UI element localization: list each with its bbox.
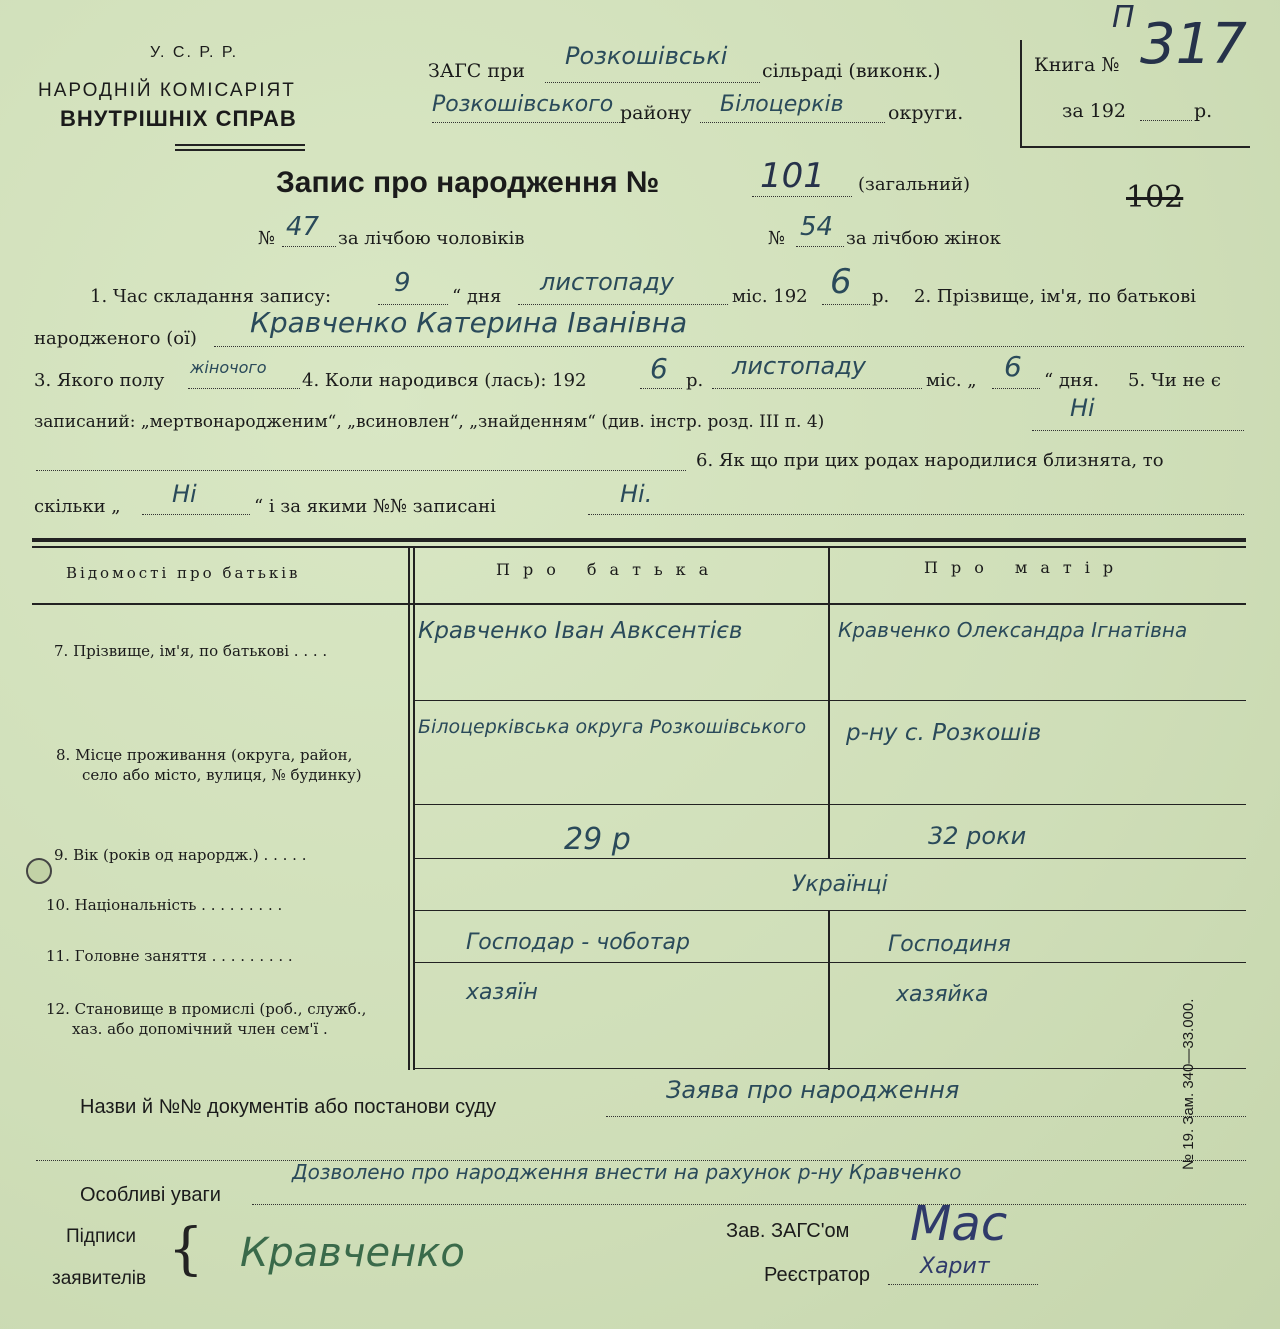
- registrar-line: [888, 1284, 1038, 1285]
- f1-year-value: 6: [830, 262, 852, 302]
- f4-day-line: [992, 388, 1040, 389]
- f5-value: Ні: [1070, 394, 1095, 422]
- sign-label-2: заявителів: [52, 1268, 147, 1289]
- raion-value: Розкошівського: [432, 92, 614, 117]
- row-7-label: 7. Прізвище, ім'я, по батькові . . . .: [54, 642, 328, 660]
- record-general: (загальний): [858, 174, 970, 195]
- row-10-father: Українці: [792, 872, 888, 897]
- row-11-father: Господар - чоботар: [466, 930, 690, 955]
- f5-label-b: записаний: „мертвонародженим“, „всиновлен“, „знайденням“ (див. інстр. розд. III п. 4): [34, 412, 825, 432]
- okruh-line: [700, 122, 885, 123]
- f4-r: р.: [686, 370, 704, 391]
- applicant-signature: Кравченко: [240, 1230, 465, 1276]
- f1-month-value: листопаду: [540, 268, 674, 296]
- header-underline-2: [175, 149, 305, 151]
- table-header-rule: [32, 603, 1246, 605]
- registrar-signature: Харит: [920, 1254, 990, 1279]
- raion-label: району: [620, 102, 692, 124]
- f4-year-value: 6: [650, 352, 668, 385]
- f3-line: [188, 388, 300, 389]
- commissariat-line1: НАРОДНІЙ КОМІСАРІЯТ: [38, 80, 296, 101]
- record-number: 101: [760, 156, 825, 196]
- side-print: № 19. Зам. 340—33.000.: [1180, 998, 1197, 1170]
- row-10-label: 10. Національність . . . . . . . . .: [46, 896, 283, 914]
- raion-line: [432, 122, 620, 123]
- f1-day-line: [378, 304, 448, 305]
- f4-day-value: 6: [1004, 350, 1022, 383]
- commissariat-line2: ВНУТРІШНІХ СПРАВ: [60, 106, 297, 131]
- sign-label-1: Підписи: [66, 1226, 136, 1247]
- row-line-7: [414, 700, 1246, 701]
- f5-line: [1032, 430, 1244, 431]
- notes-line: [252, 1204, 1246, 1205]
- row-7-mother: Кравченко Олександра Ігнатівна: [838, 618, 1188, 642]
- book-label: Книга №: [1034, 54, 1120, 76]
- row-12-father: хазяїн: [466, 980, 538, 1005]
- head-label: Зав. ЗАГС'ом: [726, 1220, 850, 1242]
- zags-village-value: Розкошівські: [565, 42, 728, 70]
- f1-year-label: міс. 192: [732, 286, 808, 307]
- row-7-father: Кравченко Іван Авксентієв: [418, 618, 743, 644]
- crossed-number: 102: [1126, 180, 1184, 215]
- f6-line: [142, 514, 250, 515]
- f1-day-label: “ дня: [452, 286, 502, 307]
- row-9-mother: 32 роки: [928, 822, 1027, 850]
- female-no-value: 54: [800, 212, 834, 242]
- f1-day-value: 9: [394, 268, 411, 298]
- zags-village-line: [545, 82, 760, 83]
- punch-hole: [26, 858, 52, 884]
- book-prefix: П: [1112, 0, 1135, 35]
- table-col-divider-2: [828, 546, 830, 858]
- f4-month-value: листопаду: [732, 352, 866, 380]
- f6-value2: Ні.: [620, 480, 653, 508]
- female-no-label: №: [768, 228, 786, 249]
- table-header-info: Відомості про батьків: [66, 564, 301, 582]
- row-9-father: 29 р: [564, 822, 631, 857]
- docs-label: Назви й №№ документів або постанови суду: [80, 1096, 497, 1118]
- male-no-value: 47: [286, 212, 320, 242]
- f4-month-label: міс. „: [926, 370, 977, 391]
- docs-line: [606, 1116, 1246, 1117]
- f6-label: 6. Як що при цих родах народилися близнята, то: [696, 450, 1164, 471]
- row-line-10: [414, 910, 1246, 911]
- f6-label-c: “ і за якими №№ записані: [254, 496, 496, 517]
- row-9-label: 9. Вік (років од нарордж.) . . . . .: [54, 846, 307, 864]
- f2-label: 2. Прізвище, ім'я, по батькові: [914, 286, 1197, 307]
- notes-label: Особливі уваги: [80, 1184, 221, 1206]
- record-title: Запис про народження №: [276, 166, 660, 199]
- row-11-label: 11. Головне заняття . . . . . . . . .: [46, 947, 293, 965]
- row-8-mother: р-ну с. Розкошів: [846, 720, 1042, 746]
- table-header-mother: Про матір: [924, 558, 1127, 577]
- f1-year-line: [822, 304, 870, 305]
- f2-label-b: народженого (ої): [34, 328, 197, 349]
- book-number: 317: [1140, 12, 1247, 77]
- table-top-rule-2: [32, 546, 1246, 548]
- f6-value: Ні: [172, 480, 197, 508]
- f4-year-line: [640, 388, 682, 389]
- table-header-father: Про батька: [496, 560, 722, 579]
- zags-post: сільраді (виконк.): [762, 60, 941, 82]
- male-no-line: [282, 246, 336, 247]
- f4-label: 4. Коли народився (лась): 192: [302, 370, 587, 391]
- book-year-pre: за 192: [1062, 100, 1126, 122]
- notes-value: Дозволено про народження внести на рахунок р-ну Кравченко: [292, 1160, 962, 1184]
- row-8-label: 8. Місце проживання (округа, район,: [56, 746, 353, 764]
- male-no-label: №: [258, 228, 276, 249]
- row-12-label: 12. Становище в промислі (роб., служб.,: [46, 1000, 367, 1018]
- head-signature: Мас: [910, 1196, 1008, 1252]
- f4-month-line: [712, 388, 922, 389]
- table-col-divider-1b: [413, 546, 415, 1070]
- zags-pre: ЗАГС при: [428, 60, 525, 82]
- f5-label: 5. Чи не є: [1128, 370, 1221, 391]
- okruh-value: Білоцерків: [720, 92, 844, 117]
- row-8-label-b: село або місто, вулиця, № будинку): [82, 766, 362, 784]
- sign-brace: {: [168, 1217, 204, 1282]
- female-text: за лічбою жінок: [846, 228, 1001, 249]
- f6-blank-line: [36, 470, 686, 471]
- republic-label: У. С. Р. Р.: [150, 44, 239, 61]
- f6-label-b: скільки „: [34, 496, 121, 517]
- row-11-mother: Господиня: [888, 932, 1011, 957]
- row-12-label-b: хаз. або допомічний член сем'ї .: [72, 1020, 328, 1038]
- male-text: за лічбою чоловіків: [338, 228, 525, 249]
- table-top-rule: [32, 538, 1246, 542]
- record-number-line: [752, 196, 852, 197]
- f6-line2: [588, 514, 1244, 515]
- f3-label: 3. Якого полу: [34, 370, 165, 391]
- f2-line: [214, 346, 1244, 347]
- book-year-line: [1140, 120, 1192, 121]
- f1-label: 1. Час складання запису:: [90, 286, 332, 307]
- f2-value: Кравченко Катерина Іванівна: [250, 306, 688, 339]
- f4-day-label: “ дня.: [1044, 370, 1100, 391]
- docs-value: Заява про народження: [666, 1076, 960, 1104]
- registrar-label: Реєстратор: [764, 1264, 870, 1286]
- table-col-divider-2b: [828, 910, 830, 1070]
- table-col-divider-1: [408, 546, 410, 1070]
- header-underline: [175, 144, 305, 146]
- row-8-father: Білоцерківська округа Розкошівського: [418, 716, 807, 738]
- row-line-11: [414, 962, 1246, 963]
- f3-value: жіночого: [190, 358, 267, 377]
- row-12-mother: хазяйка: [896, 982, 989, 1007]
- row-line-9: [414, 858, 1246, 859]
- book-year-post: р.: [1194, 100, 1213, 122]
- okruh-label: округи.: [888, 102, 964, 124]
- f1-r: р.: [872, 286, 890, 307]
- f1-month-line: [518, 304, 728, 305]
- row-line-8: [414, 804, 1246, 805]
- row-line-12: [414, 1068, 1246, 1069]
- female-no-line: [796, 246, 844, 247]
